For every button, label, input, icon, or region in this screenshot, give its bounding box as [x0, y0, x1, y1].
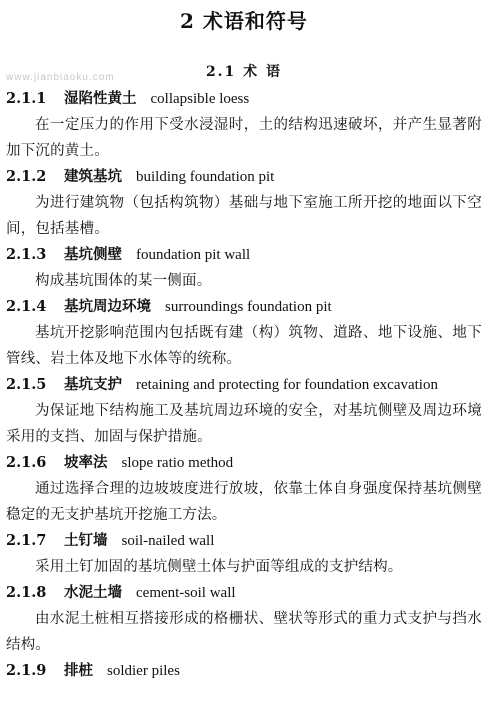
- term-heading: [6, 294, 482, 320]
- term-english: retaining and protecting for foundation excavation: [136, 377, 438, 393]
- term-number: 2.1.1: [6, 90, 47, 107]
- term-entry: [6, 528, 482, 580]
- term-chinese: 基坑侧壁: [64, 246, 122, 263]
- term-english: surroundings foundation pit: [165, 299, 332, 315]
- term-english: soil-nailed wall: [121, 533, 215, 549]
- term-heading: [6, 86, 482, 112]
- term-number: 2.1.9: [6, 662, 47, 679]
- term-chinese: 坡率法: [64, 454, 108, 471]
- term-entry: [6, 658, 482, 684]
- term-definition: 基坑开挖影响范围内包括既有建（构）筑物、道路、地下设施、地下管线、岩土体及地下水体等的统称。: [6, 325, 482, 367]
- term-entry: [6, 294, 482, 372]
- term-heading: [6, 372, 482, 398]
- term-definition: 在一定压力的作用下受水浸湿时，土的结构迅速破坏，并产生显著附加下沉的黄土。: [6, 117, 482, 159]
- term-heading: [6, 242, 482, 268]
- term-entry: [6, 580, 482, 658]
- watermark-text: www.jianbiaoku.com: [6, 72, 115, 83]
- term-definition: 由水泥土桩相互搭接形成的格栅状、壁状等形式的重力式支护与挡水结构。: [6, 611, 482, 653]
- term-number: 2.1.7: [6, 532, 47, 549]
- term-heading: [6, 580, 482, 606]
- term-definition: 采用土钉加固的基坑侧壁土体与护面等组成的支护结构。: [35, 559, 403, 575]
- term-chinese: 基坑支护: [64, 376, 122, 393]
- term-heading: [6, 528, 482, 554]
- term-english: collapsible loess: [150, 91, 250, 107]
- term-english: cement-soil wall: [136, 585, 236, 601]
- term-entry: [6, 372, 482, 450]
- term-number: 2.1.4: [6, 298, 47, 315]
- term-chinese: 排桩: [64, 662, 93, 679]
- term-english: slope ratio method: [121, 455, 234, 471]
- term-definition: 为进行建筑物（包括构筑物）基础与地下室施工所开挖的地面以下空间，包括基槽。: [6, 195, 482, 237]
- term-english: foundation pit wall: [136, 247, 251, 263]
- term-english: soldier piles: [107, 663, 180, 679]
- term-number: 2.1.5: [6, 376, 47, 393]
- term-definition: 通过选择合理的边坡坡度进行放坡，依靠土体自身强度保持基坑侧壁稳定的无支护基坑开挖施工方法。: [6, 481, 482, 523]
- term-number: 2.1.6: [6, 454, 47, 471]
- term-chinese: 基坑周边环境: [64, 298, 151, 315]
- term-english: building foundation pit: [136, 169, 275, 185]
- term-entry: [6, 242, 482, 294]
- term-chinese: 水泥土墙: [64, 584, 122, 601]
- term-entry: [6, 450, 482, 528]
- term-heading: [6, 450, 482, 476]
- term-definition: 构成基坑围体的某一侧面。: [35, 273, 212, 289]
- term-chinese: 湿陷性黄土: [64, 90, 137, 107]
- term-number: 2.1.3: [6, 246, 47, 263]
- term-entry: [6, 164, 482, 242]
- term-heading: [6, 164, 482, 190]
- term-heading: [6, 658, 482, 684]
- term-chinese: 土钉墙: [64, 532, 108, 549]
- term-definition: 为保证地下结构施工及基坑周边环境的安全，对基坑侧壁及周边环境采用的支挡、加固与保护措施。: [6, 403, 482, 445]
- term-chinese: 建筑基坑: [64, 168, 122, 185]
- term-number: 2.1.2: [6, 168, 47, 185]
- term-entry: [6, 86, 482, 164]
- section-title: 2.1 术 语: [205, 64, 283, 80]
- chapter-title: 2 术语和符号: [180, 9, 308, 33]
- term-number: 2.1.8: [6, 584, 47, 601]
